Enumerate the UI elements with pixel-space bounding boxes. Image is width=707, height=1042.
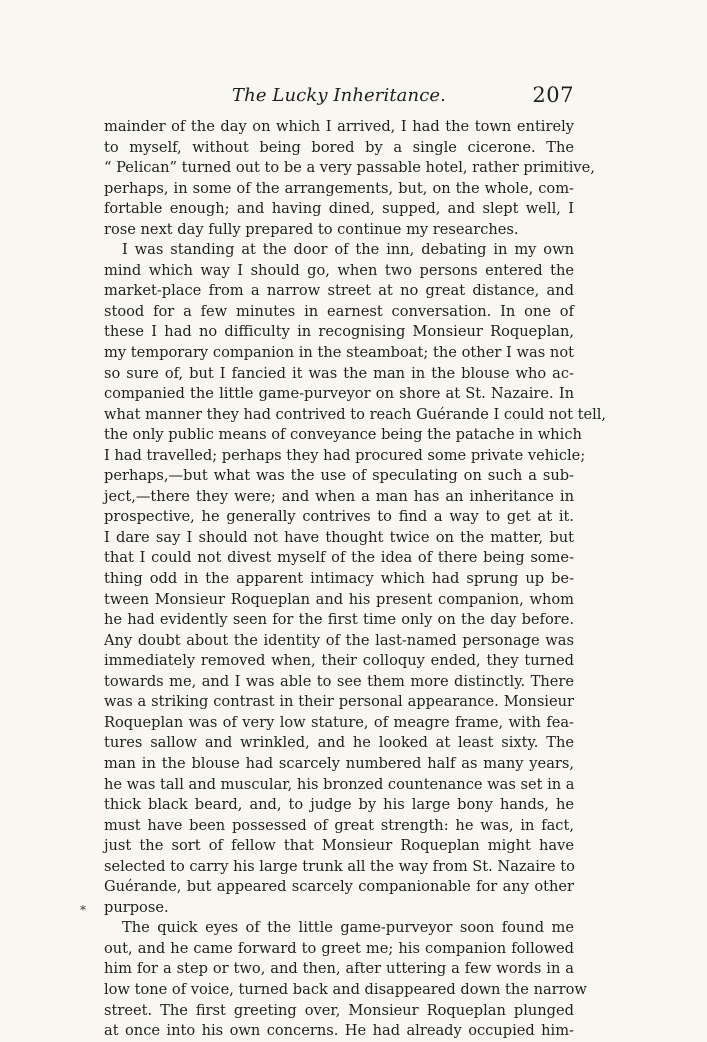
text-line: these I had no difficulty in recognising Monsieur Roqueplan, [104, 323, 574, 341]
text-line: The quick eyes of the little game-purveyor soon found me [122, 919, 574, 937]
margin-mark: * [80, 903, 86, 917]
text-line: market-place from a narrow street at no great distance, and [104, 282, 574, 300]
text-line: purpose. [104, 898, 169, 916]
text-line: mind which way I should go, when two persons entered the [104, 261, 574, 279]
text-line: thing odd in the apparent intimacy which had sprung up be- [104, 570, 574, 588]
page-number: 207 [532, 83, 574, 107]
text-line: man in the blouse had scarcely numbered half as many years, [104, 754, 574, 772]
running-head [104, 84, 574, 112]
text-line: Any doubt about the identity of the last-named personage was [104, 631, 574, 649]
text-line: that I could not divest myself of the idea of there being some- [104, 549, 574, 567]
text-line: street. The first greeting over, Monsieur Roqueplan plunged [104, 1001, 574, 1019]
text-line: must have been possessed of great strength: he was, in fact, [104, 816, 574, 834]
body-text [104, 117, 607, 1042]
running-title: The Lucky Inheritance. [232, 85, 446, 106]
text-line: immediately removed when, their colloquy ended, they turned [104, 652, 574, 670]
text-line: at once into his own concerns. He had already occupied him- [104, 1022, 574, 1040]
text-line: companied the little game-purveyor on shore at St. Nazaire. In [104, 385, 574, 403]
text-line: perhaps,—but what was the use of speculating on such a sub- [104, 467, 574, 485]
text-line: I was standing at the door of the inn, debating in my own [122, 241, 574, 259]
text-line: prospective, he generally contrives to find a way to get at it. [104, 508, 574, 526]
text-line: fortable enough; and having dined, supped, and slept well, I [104, 200, 574, 218]
text-line: he had evidently seen for the first time only on the day before. [104, 611, 574, 629]
text-line: “ Pelican” turned out to be a very passable hotel, rather primitive, [104, 159, 595, 177]
text-line: tures sallow and wrinkled, and he looked at least sixty. The [104, 734, 574, 752]
text-line: selected to carry his large trunk all the way from St. Nazaire to [104, 857, 575, 875]
text-line: him for a step or two, and then, after uttering a few words in a [104, 960, 574, 978]
text-line: towards me, and I was able to see them more distinctly. There [104, 672, 574, 690]
text-line: out, and he came forward to greet me; his companion followed [104, 939, 574, 957]
text-line: low tone of voice, turned back and disappeared down the narrow [104, 980, 587, 998]
text-line: ject,—there they were; and when a man has an inheritance in [104, 487, 574, 505]
text-line: I had travelled; perhaps they had procured some private vehicle; [104, 446, 586, 464]
text-line: so sure of, but I fancied it was the man in the blouse who ac- [104, 364, 574, 382]
text-line: I dare say I should not have thought twice on the matter, but [104, 528, 574, 546]
text-line: Roqueplan was of very low stature, of meagre frame, with fea- [104, 713, 574, 731]
text-line: he was tall and muscular, his bronzed countenance was set in a [104, 775, 575, 793]
text-line: was a striking contrast in their personal appearance. Monsieur [104, 693, 574, 711]
text-line: perhaps, in some of the arrangements, but, on the whole, com- [104, 179, 574, 197]
text-line: rose next day fully prepared to continue my researches. [104, 220, 519, 238]
text-line: what manner they had contrived to reach Guérande I could not tell, [104, 405, 607, 423]
text-line: tween Monsieur Roqueplan and his present companion, whom [104, 590, 574, 608]
text-line: my temporary companion in the steamboat; the other I was not [104, 344, 574, 362]
text-line: Guérande, but appeared scarcely companionable for any other [104, 878, 574, 896]
text-line: thick black beard, and, to judge by his large bony hands, he [104, 796, 574, 814]
text-line: just the sort of fellow that Monsieur Roqueplan might have [104, 837, 574, 855]
text-line: to myself, without being bored by a single cicerone. The [104, 138, 574, 156]
text-line: stood for a few minutes in earnest conversation. In one of [104, 302, 574, 320]
text-line: the only public means of conveyance being the patache in which [104, 426, 582, 444]
text-line: mainder of the day on which I arrived, I had the town entirely [104, 118, 574, 135]
